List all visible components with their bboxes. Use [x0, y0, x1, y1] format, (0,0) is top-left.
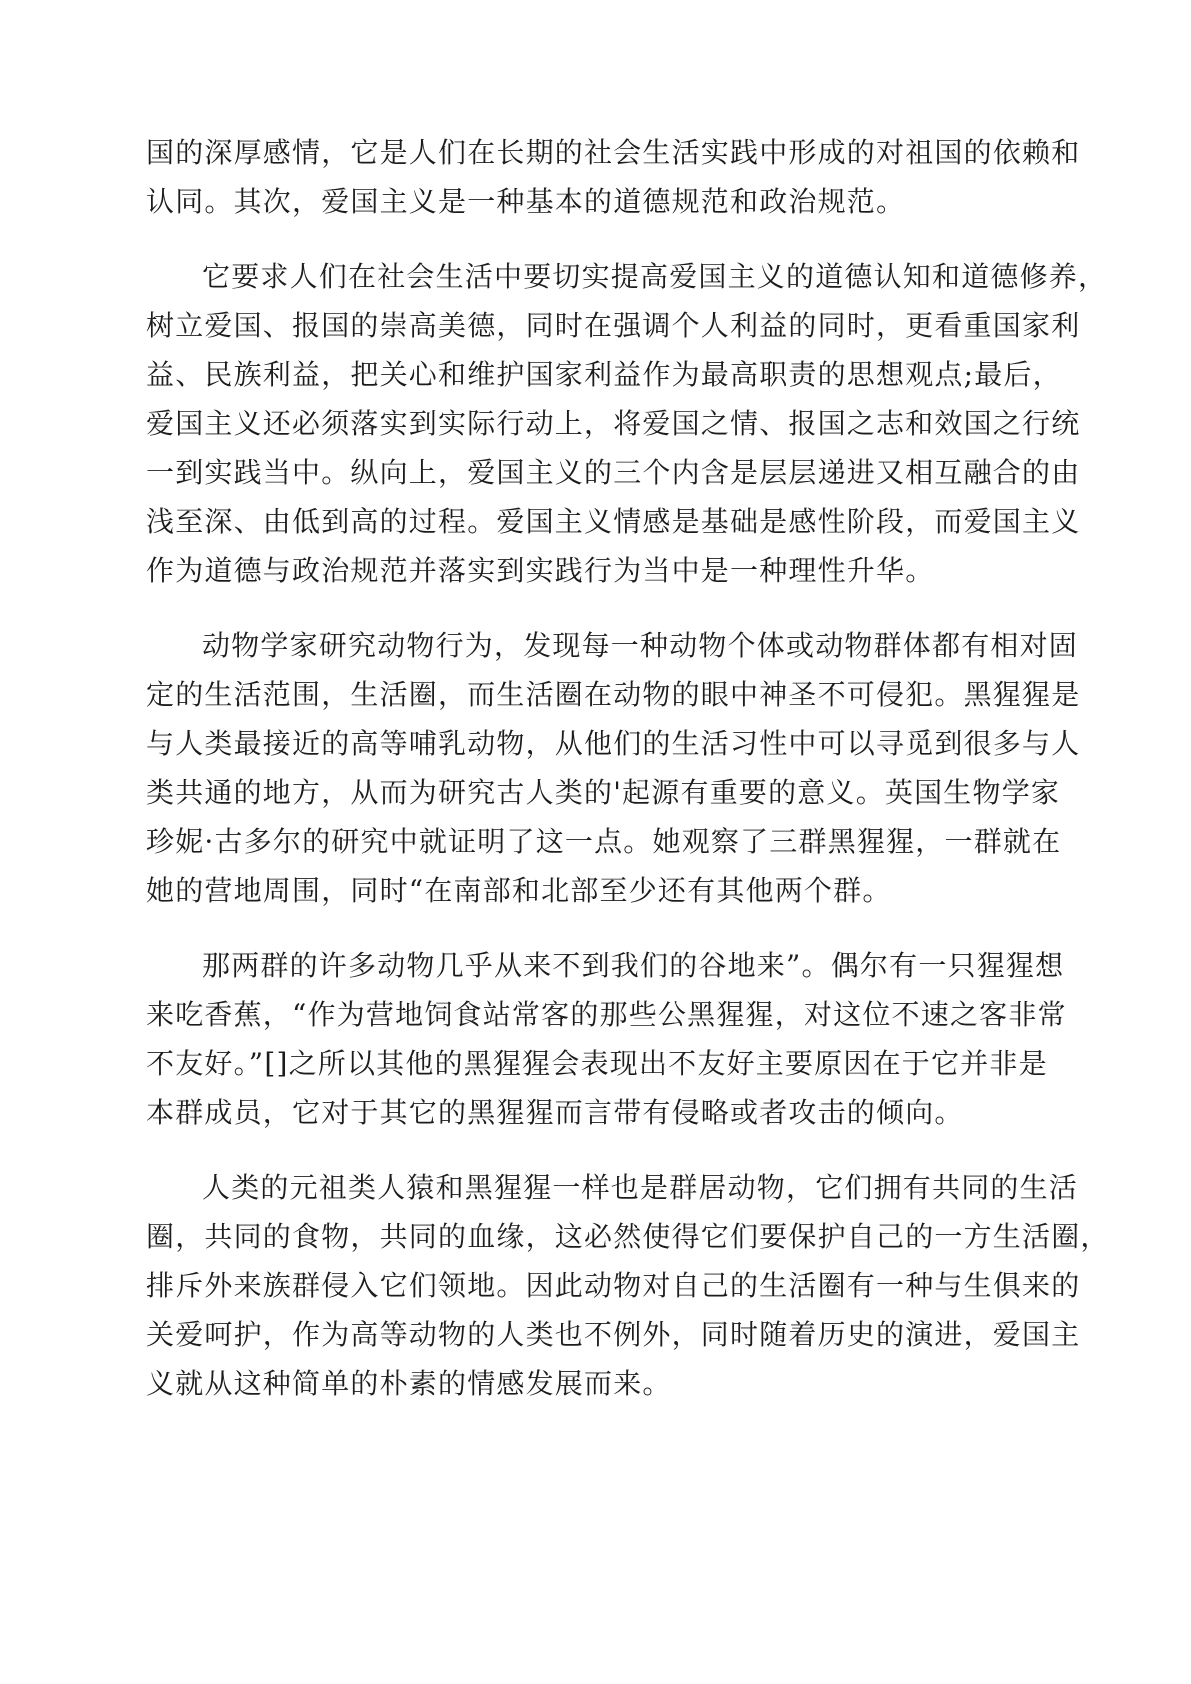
text-line: 本群成员，它对于其它的黑猩猩而言带有侵略或者攻击的倾向。	[146, 1096, 964, 1129]
text-line: 浅至深、由低到高的过程。爱国主义情感是基础是感性阶段，而爱国主义	[146, 505, 1081, 538]
text-line: 树立爱国、报国的崇高美德，同时在强调个人利益的同时，更看重国家利	[146, 309, 1081, 342]
text-line: 她的营地周围，同时“在南部和北部至少还有其他两个群。	[146, 874, 892, 907]
paragraph-2	[146, 252, 1108, 595]
paragraph-5	[146, 1163, 1110, 1408]
text-line: 与人类最接近的高等哺乳动物，从他们的生活习性中可以寻觅到很多与人	[146, 727, 1081, 760]
paragraph-1	[146, 128, 1081, 226]
text-line: 作为道德与政治规范并落实到实践行为当中是一种理性升华。	[146, 554, 935, 587]
text-line: 关爱呵护，作为高等动物的人类也不例外，同时随着历史的演进，爱国主	[146, 1318, 1081, 1351]
text-line: 类共通的地方，从而为研究古人类的'起源有重要的意义。英国生物学家	[146, 776, 1061, 809]
text-line: 它要求人们在社会生活中要切实提高爱国主义的道德认知和道德修养，	[202, 260, 1108, 293]
text-line: 国的深厚感情，它是人们在长期的社会生活实践中形成的对祖国的依赖和	[146, 136, 1081, 169]
text-line: 圈，共同的食物，共同的血缘，这必然使得它们要保护自己的一方生活圈，	[146, 1220, 1110, 1253]
text-line: 爱国主义还必须落实到实际行动上，将爱国之情、报国之志和效国之行统	[146, 407, 1081, 440]
paragraph-4	[146, 941, 1067, 1137]
text-line: 一到实践当中。纵向上，爱国主义的三个内含是层层递进又相互融合的由	[146, 456, 1081, 489]
text-line: 义就从这种简单的朴素的情感发展而来。	[146, 1367, 672, 1400]
text-line: 珍妮·古多尔的研究中就证明了这一点。她观察了三群黑猩猩，一群就在	[146, 825, 1062, 858]
text-line: 人类的元祖类人猿和黑猩猩一样也是群居动物，它们拥有共同的生活	[202, 1171, 1079, 1204]
text-column	[146, 128, 1110, 1434]
text-line: 那两群的许多动物几乎从来不到我们的谷地来”。偶尔有一只猩猩想	[202, 949, 1065, 982]
text-line: 定的生活范围，生活圈，而生活圈在动物的眼中神圣不可侵犯。黑猩猩是	[146, 678, 1081, 711]
text-line: 排斥外来族群侵入它们领地。因此动物对自己的生活圈有一种与生俱来的	[146, 1269, 1081, 1302]
text-line: 认同。其次，爱国主义是一种基本的道德规范和政治规范。	[146, 185, 906, 218]
text-line: 不友好。”[]之所以其他的黑猩猩会表现出不友好主要原因在于它并非是	[146, 1047, 1048, 1080]
paragraph-3	[146, 621, 1081, 915]
text-line: 动物学家研究动物行为，发现每一种动物个体或动物群体都有相对固	[202, 629, 1079, 662]
text-line: 来吃香蕉，“作为营地饲食站常客的那些公黑猩猩，对这位不速之客非常	[146, 998, 1067, 1031]
text-line: 益、民族利益，把关心和维护国家利益作为最高职责的思想观点;最后，	[146, 358, 1062, 391]
